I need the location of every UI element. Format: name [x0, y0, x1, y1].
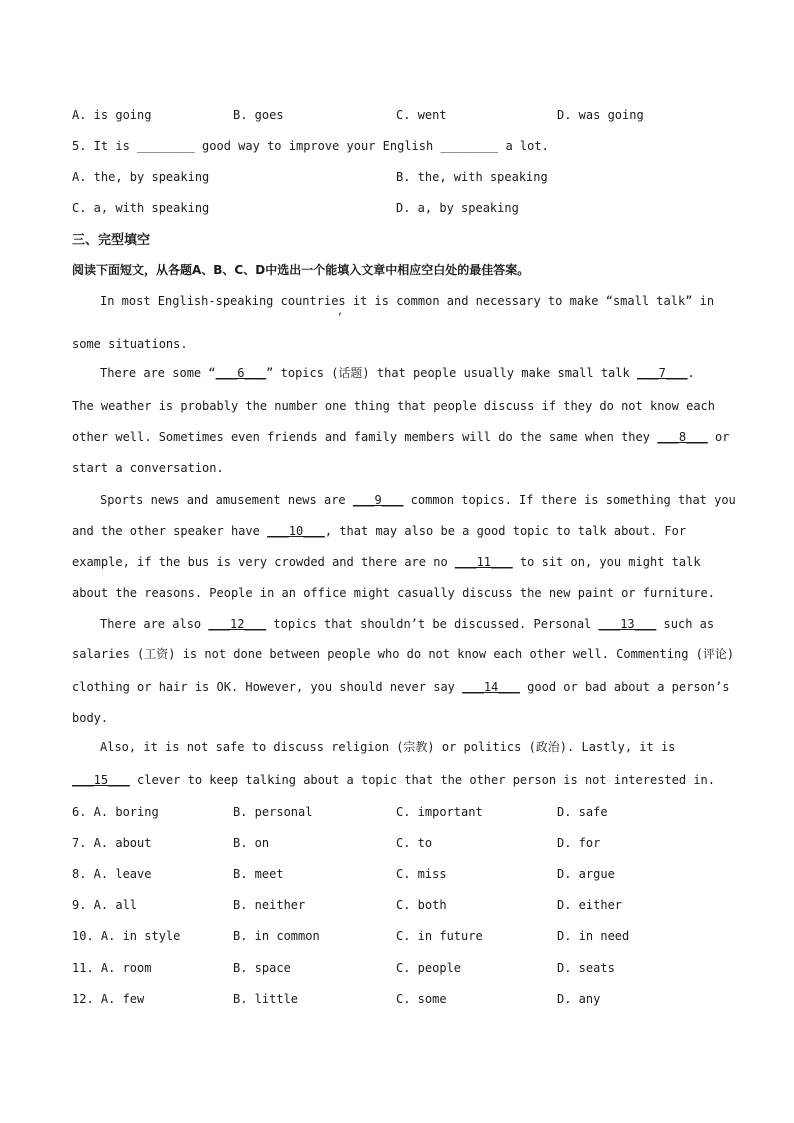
q9-option-b: B. neither: [233, 898, 306, 912]
text: good or bad about a person’s: [519, 680, 730, 694]
text: ” topics (话题) that people usually make small talk: [266, 366, 637, 380]
text: There are some “: [100, 366, 216, 380]
passage-line-2: some situations.: [72, 337, 188, 351]
q6-option-b: B. personal: [233, 805, 313, 819]
q4-option-b: B. goes: [233, 108, 284, 122]
q7-option-d: D. for: [557, 836, 601, 850]
blank-11: ___11___: [454, 555, 513, 569]
section-instruction: 阅读下面短文，从各题A、B、C、D中选出一个能填入文章中相应空白处的最佳答案。: [72, 263, 530, 277]
passage-line-11: [72, 616, 750, 632]
q12-option-c: C. some: [396, 992, 447, 1006]
passage-line-1: In most English-speaking countries it is common and necessary to make “small talk” in: [100, 294, 715, 308]
comma-mark: ,: [337, 306, 344, 317]
passage-line-16: [72, 772, 722, 788]
blank-10: ___10___: [267, 524, 325, 538]
q8-option-b: B. meet: [233, 867, 284, 881]
q10-option-c: C. in future: [396, 929, 483, 943]
q11-option-c: C. people: [396, 961, 462, 975]
q5-option-b: B. the, with speaking: [396, 170, 548, 184]
q12-option-b: B. little: [233, 992, 299, 1006]
q4-option-c: C. went: [396, 108, 447, 122]
text: and the other speaker have: [72, 524, 268, 538]
q11-option-a: 11. A. room: [72, 961, 152, 975]
text: example, if the bus is very crowded and there are no: [72, 555, 455, 569]
passage-line-13: [72, 679, 730, 695]
q4-option-a: A. is going: [72, 108, 152, 122]
text: clothing or hair is OK. However, you should never say: [72, 680, 463, 694]
q5-option-c: C. a, with speaking: [72, 201, 210, 215]
q5-option-d: D. a, by speaking: [396, 201, 519, 215]
q7-option-c: C. to: [396, 836, 433, 850]
passage-line-8: [72, 523, 722, 539]
text: or: [707, 430, 730, 444]
text: clever to keep talking about a topic that the other person is not interested in.: [129, 773, 715, 787]
section-title: 三、完型填空: [72, 233, 151, 248]
passage-line-6: start a conversation.: [72, 461, 224, 475]
blank-9: ___9___: [352, 493, 404, 507]
text: .: [687, 366, 695, 380]
passage-line-7: [72, 492, 750, 508]
text: topics that shouldn’t be discussed. Personal: [266, 617, 599, 631]
q8-option-a: 8. A. leave: [72, 867, 152, 881]
passage-line-10: about the reasons. People in an office might casually discuss the new paint or furniture.: [72, 586, 715, 600]
q8-option-c: C. miss: [396, 867, 447, 881]
passage-line-4: The weather is probably the number one thing that people discuss if they do not know each: [72, 399, 715, 413]
passage-line-5: [72, 429, 730, 445]
text: other well. Sometimes even friends and family members will do the same when they: [72, 430, 658, 444]
q8-option-d: D. argue: [557, 867, 615, 881]
text: There are also: [100, 617, 209, 631]
q9-option-d: D. either: [557, 898, 623, 912]
q7-option-b: B. on: [233, 836, 270, 850]
q10-option-b: B. in common: [233, 929, 320, 943]
q11-option-d: D. seats: [557, 961, 615, 975]
q12-option-d: D. any: [557, 992, 601, 1006]
q10-option-a: 10. A. in style: [72, 929, 181, 943]
text: , that may also be a good topic to talk about. For: [324, 524, 687, 538]
passage-line-9: [72, 554, 722, 570]
blank-15: ___15___: [72, 773, 130, 787]
blank-12: ___12___: [208, 617, 267, 631]
q5-stem: 5. It is ________ good way to improve your English ________ a lot.: [72, 139, 549, 153]
q6-option-d: D. safe: [557, 805, 608, 819]
blank-13: ___13___: [598, 617, 657, 631]
q10-option-d: D. in need: [557, 929, 630, 943]
passage-line-12: salaries (工资) is not done between people who do not know each other well. Commenting (评论): [72, 647, 735, 661]
q9-option-c: C. both: [396, 898, 447, 912]
blank-8: ___8___: [657, 430, 708, 444]
q7-option-a: 7. A. about: [72, 836, 152, 850]
q4-option-d: D. was going: [557, 108, 644, 122]
q11-option-b: B. space: [233, 961, 291, 975]
text: such as: [656, 617, 715, 631]
blank-7: ___7___: [636, 366, 688, 380]
passage-line-3: [72, 365, 750, 381]
passage-line-15: Also, it is not safe to discuss religion (宗教) or politics (政治). Lastly, it is: [100, 740, 676, 754]
q12-option-a: 12. A. few: [72, 992, 145, 1006]
blank-6: ___6___: [215, 366, 267, 380]
q5-option-a: A. the, by speaking: [72, 170, 210, 184]
q9-option-a: 9. A. all: [72, 898, 138, 912]
q6-option-c: C. important: [396, 805, 483, 819]
blank-14: ___14___: [462, 680, 520, 694]
passage-line-14: body.: [72, 711, 109, 725]
text: Sports news and amusement news are: [100, 493, 353, 507]
text: to sit on, you might talk: [512, 555, 701, 569]
text: common topics. If there is something that you: [403, 493, 736, 507]
q6-option-a: 6. A. boring: [72, 805, 159, 819]
